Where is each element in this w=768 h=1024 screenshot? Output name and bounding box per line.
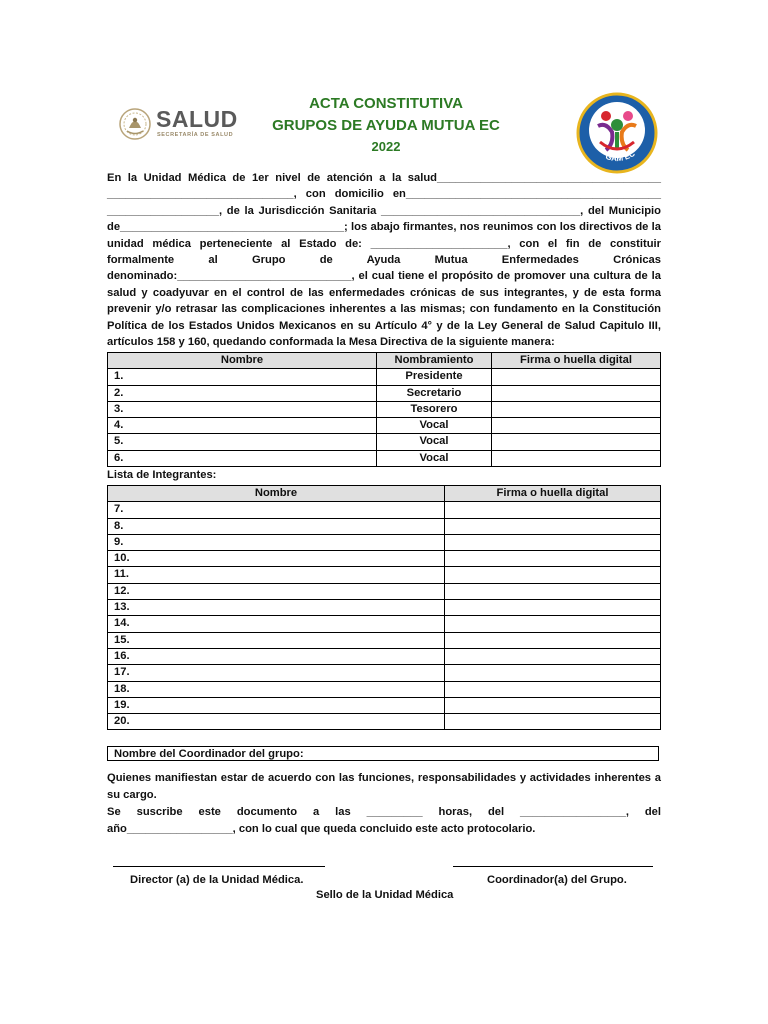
signature-cell — [445, 616, 661, 632]
signature-cell — [492, 369, 661, 385]
row-number: 2. — [108, 385, 377, 401]
board-table-header — [108, 353, 661, 369]
row-number: 13. — [108, 600, 445, 616]
closing-signing-time: Se suscribe este documento a las _________ horas, del _________________, del año_________________, con lo cual que queda concluido este acto protocolario. — [107, 806, 661, 835]
members-table-row — [108, 681, 661, 697]
director-signature-line — [113, 866, 325, 867]
members-table-header — [108, 486, 661, 502]
members-table-row — [108, 534, 661, 550]
document-subtitle: GRUPOS DE AYUDA MUTUA EC — [272, 117, 500, 134]
signature-cell — [445, 567, 661, 583]
role-cell: Vocal — [377, 450, 492, 466]
row-number: 11. — [108, 567, 445, 583]
signature-cell — [445, 502, 661, 518]
closing-agreement: Quienes manifiestan estar de acuerdo con las funciones, responsabilidades y actividades inherentes a su cargo. — [107, 772, 661, 801]
board-table-row — [108, 450, 661, 466]
column-header: Nombramiento — [377, 353, 492, 369]
members-table-row — [108, 583, 661, 599]
members-table-row — [108, 632, 661, 648]
members-table-row — [108, 697, 661, 713]
signature-cell — [445, 551, 661, 567]
row-number: 20. — [108, 714, 445, 730]
column-header: Nombre — [108, 353, 377, 369]
row-number: 16. — [108, 648, 445, 664]
intro-paragraph: En la Unidad Médica de 1er nivel de atención a la salud____________________________________ ______________________________, con domicilio en_________________________________________ __________________, de la Jurisdicción Sanitaria ________________________________, del Municipio de____________________________________; los abajo firmantes, nos reunimos con los directivos de la unidad médica perteneciente al Estado de: ______________________, con el fin de constituir formalmente al Grupo de Ayuda Mutua Enfermedades Crónicas denominado:____________________________, el cual tiene el propósito de promover una cultura de la salud y coadyuvar en el control de las enfermedades crónicas de sus integrantes, y de esta forma prevenir y/o retrasar las complicaciones inherentes a las mismas; con fundamento en la Constitución Política de los Estados Unidos Mexicanos en su Artículo 4° y de la Ley General de Salud Capitulo III, artículos 158 y 160, quedando conformada la Mesa Directiva de la siguiente manera: — [107, 172, 661, 349]
seal-label: Sello de la Unidad Médica — [316, 889, 454, 901]
board-table-row — [108, 369, 661, 385]
members-table-row — [108, 551, 661, 567]
coordinator-signature-line — [453, 866, 653, 867]
row-number: 18. — [108, 681, 445, 697]
coordinator-signature-label: Coordinador(a) del Grupo. — [487, 874, 627, 886]
members-table-row — [108, 665, 661, 681]
role-cell: Vocal — [377, 434, 492, 450]
signature-cell — [445, 583, 661, 599]
salud-logo-subtitle: SECRETARÍA DE SALUD — [157, 132, 234, 138]
role-cell: Tesorero — [377, 401, 492, 417]
director-signature-label: Director (a) de la Unidad Médica. — [130, 874, 304, 886]
signature-cell — [445, 665, 661, 681]
role-cell: Secretario — [377, 385, 492, 401]
members-table-row — [108, 518, 661, 534]
row-number: 10. — [108, 551, 445, 567]
board-table-row — [108, 434, 661, 450]
signature-cell — [445, 697, 661, 713]
row-number: 4. — [108, 418, 377, 434]
gam-ec-emblem-icon — [576, 92, 658, 174]
members-table-row — [108, 567, 661, 583]
signature-cell — [492, 418, 661, 434]
signature-cell — [445, 534, 661, 550]
row-number: 5. — [108, 434, 377, 450]
row-number: 1. — [108, 369, 377, 385]
signature-cell — [445, 648, 661, 664]
signature-cell — [492, 385, 661, 401]
signature-cell — [445, 600, 661, 616]
row-number: 14. — [108, 616, 445, 632]
role-cell: Presidente — [377, 369, 492, 385]
row-number: 8. — [108, 518, 445, 534]
signature-cell — [445, 518, 661, 534]
row-number: 15. — [108, 632, 445, 648]
members-table-row — [108, 714, 661, 730]
signature-cell — [445, 632, 661, 648]
document-title: ACTA CONSTITUTIVA — [309, 95, 463, 112]
board-table-row — [108, 385, 661, 401]
salud-logo — [118, 104, 240, 144]
closing-text — [107, 770, 661, 838]
board-table-row — [108, 418, 661, 434]
members-table — [107, 485, 661, 730]
row-number: 3. — [108, 401, 377, 417]
signature-cell — [492, 434, 661, 450]
members-table-row — [108, 502, 661, 518]
board-table — [107, 352, 661, 467]
row-number: 17. — [108, 665, 445, 681]
column-header: Nombre — [108, 486, 445, 502]
row-number: 12. — [108, 583, 445, 599]
signature-cell — [445, 714, 661, 730]
gam-ec-logo — [576, 92, 658, 174]
members-table-row — [108, 600, 661, 616]
row-number: 7. — [108, 502, 445, 518]
board-table-row — [108, 401, 661, 417]
row-number: 6. — [108, 450, 377, 466]
members-table-row — [108, 648, 661, 664]
row-number: 9. — [108, 534, 445, 550]
salud-logo-text: SALUD — [156, 106, 238, 132]
members-list-label: Lista de Integrantes: — [107, 469, 217, 481]
column-header: Firma o huella digital — [445, 486, 661, 502]
document-year: 2022 — [371, 139, 401, 154]
signature-cell — [492, 450, 661, 466]
column-header: Firma o huella digital — [492, 353, 661, 369]
signature-cell — [492, 401, 661, 417]
gam-logo-text: GAM EC — [604, 148, 637, 164]
role-cell: Vocal — [377, 418, 492, 434]
coordinator-name-field: Nombre del Coordinador del grupo: — [107, 746, 659, 761]
signature-cell — [445, 681, 661, 697]
mexico-coat-of-arms-icon — [118, 104, 152, 144]
members-table-row — [108, 616, 661, 632]
row-number: 19. — [108, 697, 445, 713]
